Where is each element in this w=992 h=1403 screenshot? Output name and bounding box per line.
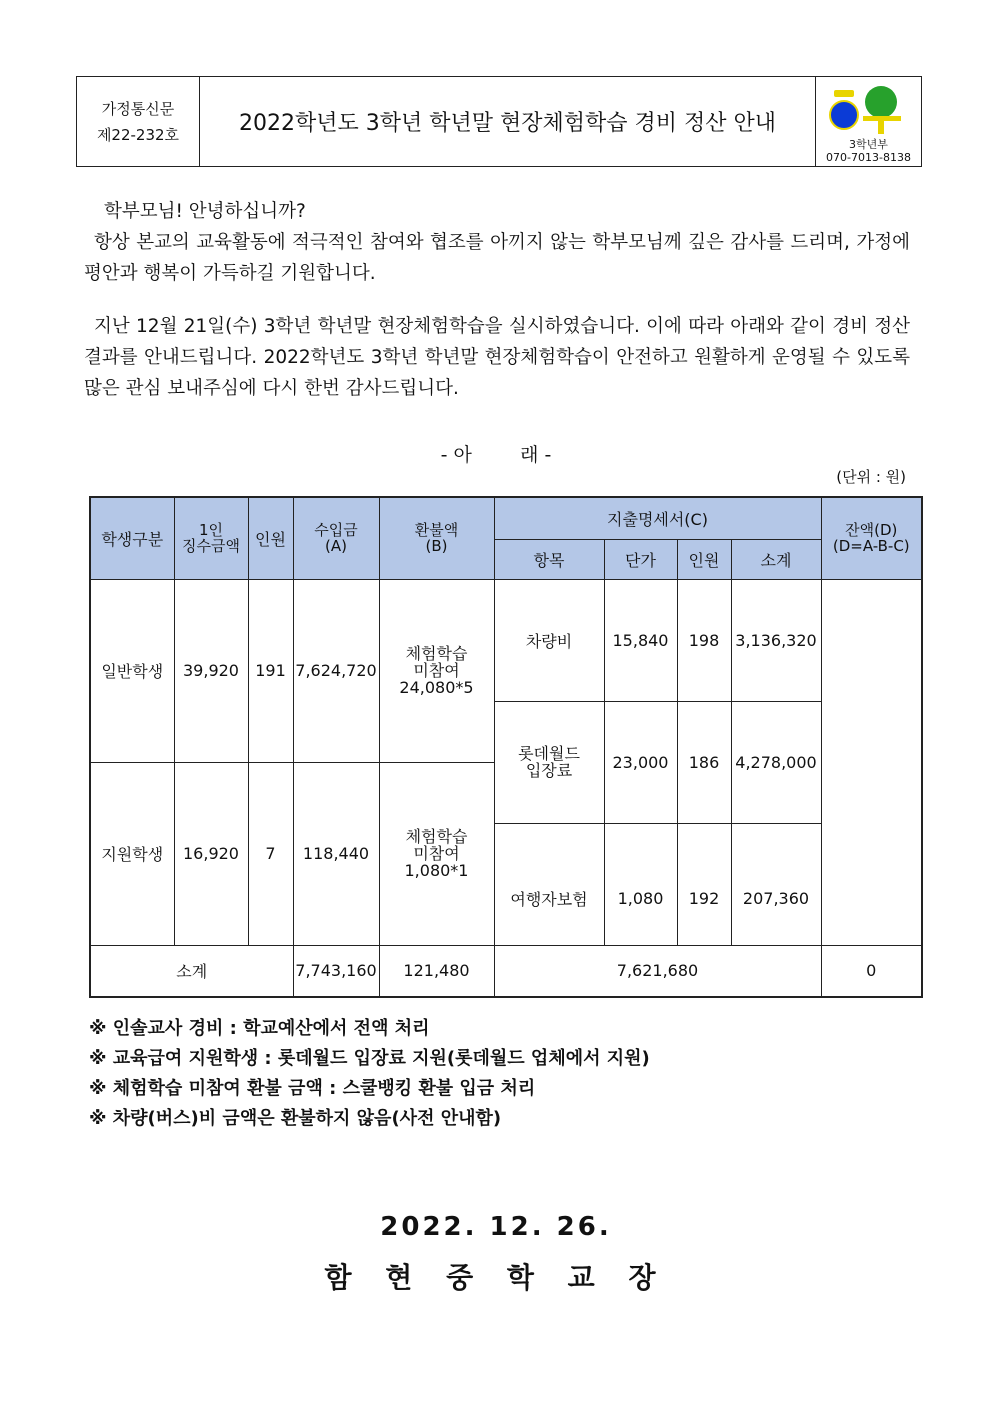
total-income: 7,743,160 [293, 945, 379, 997]
expense-item: 여행자보험 [494, 823, 604, 945]
expense-item: 롯데월드 입장료 [494, 701, 604, 823]
th-count: 인원 [248, 497, 293, 579]
principal-signature: 함 현 중 학 교 장 [324, 1261, 668, 1294]
th-per-person: 1인 징수금액 [174, 497, 248, 579]
th-exp-count: 인원 [677, 539, 731, 579]
balance-empty [821, 579, 922, 945]
general-label: 일반학생 [90, 579, 174, 762]
expense-count: 186 [677, 701, 731, 823]
expense-count: 192 [677, 823, 731, 945]
general-income: 7,624,720 [293, 579, 379, 762]
support-income: 118,440 [293, 762, 379, 945]
support-per-person: 16,920 [174, 762, 248, 945]
total-refund: 121,480 [379, 945, 494, 997]
greeting: 학부모님! 안녕하십니까? [104, 201, 306, 222]
unit-label: (단위 : 원) [836, 468, 906, 486]
total-row [90, 945, 922, 997]
note-item: ※ 체험학습 미참여 환불 금액 : 스쿨뱅킹 환불 입금 처리 [89, 1078, 536, 1099]
th-item: 항목 [494, 539, 604, 579]
expense-price: 1,080 [604, 823, 677, 945]
th-income: 수입금 (A) [293, 497, 379, 579]
expense-item: 차량비 [494, 579, 604, 701]
department: 3학년부 [849, 138, 888, 151]
document-header [76, 76, 922, 167]
th-unit-price: 단가 [604, 539, 677, 579]
note-item: ※ 교육급여 지원학생 : 롯데월드 입장료 지원(롯데월드 업체에서 지원) [89, 1048, 650, 1069]
support-count: 7 [248, 762, 293, 945]
paragraph-settlement: 지난 12월 21일(수) 3학년 학년말 현장체험학습을 실시하였습니다. 이에 따라 아래와 같이 경비 정산 결과를 안내드립니다. 2022학년도 3학년 학년말 현장체험학습이 안전하고 원활하게 운영될 수 있도록 많은 관심 보내주심에 다시 한번 감사드립니다. [84, 316, 910, 399]
school-badge [816, 77, 921, 166]
expense-count: 198 [677, 579, 731, 701]
expense-subtotal: 4,278,000 [731, 701, 821, 823]
general-count: 191 [248, 579, 293, 762]
notes-list [89, 1014, 650, 1134]
general-per-person: 39,920 [174, 579, 248, 762]
doc-title: 2022학년도 3학년 학년말 현장체험학습 경비 정산 안내 [200, 77, 816, 166]
doc-number: 제22-232호 [96, 125, 180, 144]
phone-number: 070-7013-8138 [826, 151, 911, 164]
notice-heading: - 아 래 - [440, 444, 552, 466]
doc-type: 가정통신문 [101, 99, 175, 118]
expense-price: 23,000 [604, 701, 677, 823]
th-refund: 환불액 (B) [379, 497, 494, 579]
school-logo-icon [829, 82, 909, 138]
th-balance: 잔액(D) (D=A-B-C) [821, 497, 922, 579]
settlement-table [89, 496, 923, 998]
support-refund: 체험학습 미참여 1,080*1 [379, 762, 494, 945]
expense-price: 15,840 [604, 579, 677, 701]
th-expense: 지출명세서(C) [494, 497, 821, 539]
total-balance: 0 [821, 945, 922, 997]
issue-date: 2022. 12. 26. [380, 1212, 612, 1242]
table-row [90, 579, 922, 701]
doc-info [77, 77, 200, 166]
note-item: ※ 인솔교사 경비 : 학교예산에서 전액 처리 [89, 1018, 430, 1039]
th-student-type: 학생구분 [90, 497, 174, 579]
note-item: ※ 차량(버스)비 금액은 환불하지 않음(사전 안내함) [89, 1108, 502, 1129]
th-subtotal: 소계 [731, 539, 821, 579]
header-row [90, 497, 922, 539]
support-label: 지원학생 [90, 762, 174, 945]
paragraph-thanks: 항상 본교의 교육활동에 적극적인 참여와 협조를 아끼지 않는 학부모님께 깊은 감사를 드리며, 가정에 평안과 행복이 가득하길 기원합니다. [84, 232, 910, 284]
total-expense: 7,621,680 [494, 945, 821, 997]
expense-subtotal: 207,360 [731, 823, 821, 945]
expense-subtotal: 3,136,320 [731, 579, 821, 701]
total-label: 소계 [90, 945, 293, 997]
general-refund: 체험학습 미참여 24,080*5 [379, 579, 494, 762]
